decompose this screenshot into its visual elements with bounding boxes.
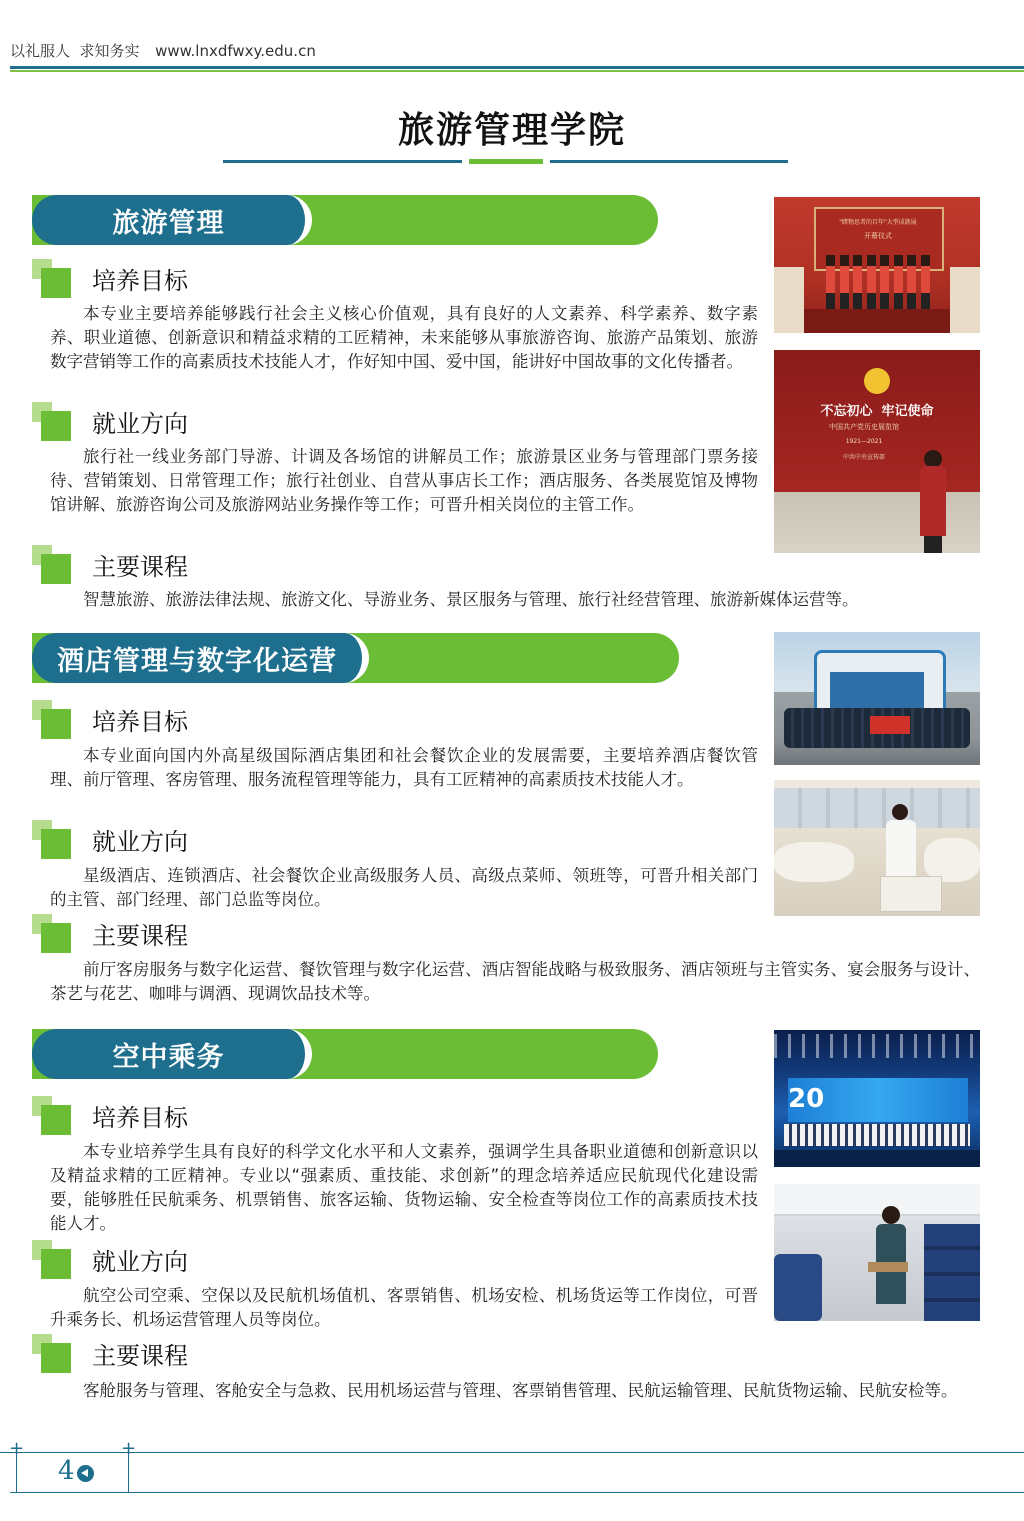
subhead-label: 培养目标 <box>92 267 188 295</box>
photo-tourism-ceremony <box>774 197 980 333</box>
subhead-label: 就业方向 <box>92 410 188 438</box>
jobs-text: 星级酒店、连锁酒店、社会餐饮企业高级服务人员、高级点菜师、领班等，可晋升相关部门的主管、部门经理、部门总监等岗位。 <box>50 866 758 909</box>
photo-aircraft-cabin <box>774 1184 980 1321</box>
photo-exhibit-years: 1921—2021 <box>845 438 883 445</box>
photo-big-number: 20 <box>788 1084 825 1114</box>
photo-exhibit-org: 中共中央宣传部 <box>842 454 885 461</box>
page-arrow-icon <box>77 1465 94 1482</box>
section-banner-title: 旅游管理 <box>32 195 312 245</box>
subhead-label: 就业方向 <box>92 1248 188 1276</box>
subhead-label: 就业方向 <box>92 828 188 856</box>
goal-text: 本专业面向国内外高星级国际酒店集团和社会餐饮企业的发展需要，主要培养酒店餐饮管理、前厅管理、客房管理、服务流程管理等能力，具有工匠精神的高素质技术技能人才。 <box>50 746 758 789</box>
title-rule-right <box>550 160 788 163</box>
goal-text: 本专业培养学生具有良好的科学文化水平和人文素养，强调学生具备职业道德和创新意识以及精益求精的工匠精神。专业以“强素质、重技能、求创新”的理念培养适应民航现代化建设需要，能够胜任民航乘务、机票销售、旅客运输、货物运输、安全检查等岗位工作的高素质技术技能人才。 <box>50 1142 758 1233</box>
goal-text: 本专业主要培养能够践行社会主义核心价值观，具有良好的人文素养、科学素养、数字素养、职业道德、创新意识和精益求精的工匠精神，未来能够从事旅游咨询、旅游产品策划、旅游数字营销等工作的高素质技术技能人才，作好知中国、爱中国，能讲好中国故事的文化传播者。 <box>50 304 758 371</box>
subhead-label: 培养目标 <box>92 1104 188 1132</box>
subhead-label: 主要课程 <box>92 553 188 581</box>
photo-exhibit-title: 中国共产党历史展览馆 <box>829 423 899 431</box>
jobs-text: 航空公司空乘、空保以及民航机场值机、客票销售、机场安检、机场货运等工作岗位，可晋升乘务长、机场运营管理人员等岗位。 <box>50 1286 758 1329</box>
header-divider-blue <box>10 66 1024 69</box>
footer-cross-left: + <box>9 1438 25 1459</box>
title-rule-center <box>469 159 543 164</box>
photo-aviation-competition <box>774 1030 980 1167</box>
courses-text: 前厅客房服务与数字化运营、餐饮管理与数字化运营、酒店智能战略与极致服务、酒店领班与主管实务、宴会服务与设计、茶艺与花艺、咖啡与调酒、现调饮品技术等。 <box>50 960 980 1003</box>
footer-line-bottom <box>10 1492 1024 1493</box>
subhead-label: 主要课程 <box>92 1342 188 1370</box>
slogan-text: 以礼服人 求知务实 <box>10 42 140 60</box>
courses-text: 智慧旅游、旅游法律法规、旅游文化、导游业务、景区服务与管理、旅行社经营管理、旅游新媒体运营等。 <box>83 590 859 609</box>
header-divider-green <box>10 70 1024 72</box>
courses-text: 客舱服务与管理、客舱安全与急救、民用机场运营与管理、客票销售管理、民航运输管理、民航货物运输、民航安检等。 <box>83 1381 958 1400</box>
footer-line-top <box>0 1452 1024 1453</box>
header-slogan <box>10 40 316 61</box>
website-url[interactable]: www.lnxdfwxy.edu.cn <box>155 42 316 60</box>
title-rule-left <box>223 160 462 163</box>
party-emblem-icon <box>864 368 890 394</box>
section-banner-title: 酒店管理与数字化运营 <box>32 633 369 683</box>
photo-banner-sub: 开幕仪式 <box>864 232 892 240</box>
page-number: 4 <box>58 1456 75 1486</box>
photo-history-exhibition <box>774 350 980 553</box>
photo-banner-text: "睹物思者的百年"大型成就展 <box>839 219 917 226</box>
jobs-text: 旅行社一线业务部门导游、计调及各场馆的讲解员工作；旅游景区业务与管理部门票务接待、营销策划、日常管理工作；旅行社创业、自营从事店长工作；酒店服务、各类展览馆及博物馆讲解、旅游咨询公司及旅游网站业务操作等工作；可晋升相关岗位的主管工作。 <box>50 447 758 514</box>
photo-hotel-group <box>774 632 980 765</box>
page-title: 旅游管理学院 <box>397 110 626 151</box>
photo-slogan: 不忘初心 牢记使命 <box>820 404 934 419</box>
section-banner-title: 空中乘务 <box>32 1029 312 1079</box>
footer-cross-right: + <box>121 1438 137 1459</box>
photo-hotel-service <box>774 780 980 916</box>
subhead-label: 培养目标 <box>92 708 188 736</box>
subhead-label: 主要课程 <box>92 922 188 950</box>
